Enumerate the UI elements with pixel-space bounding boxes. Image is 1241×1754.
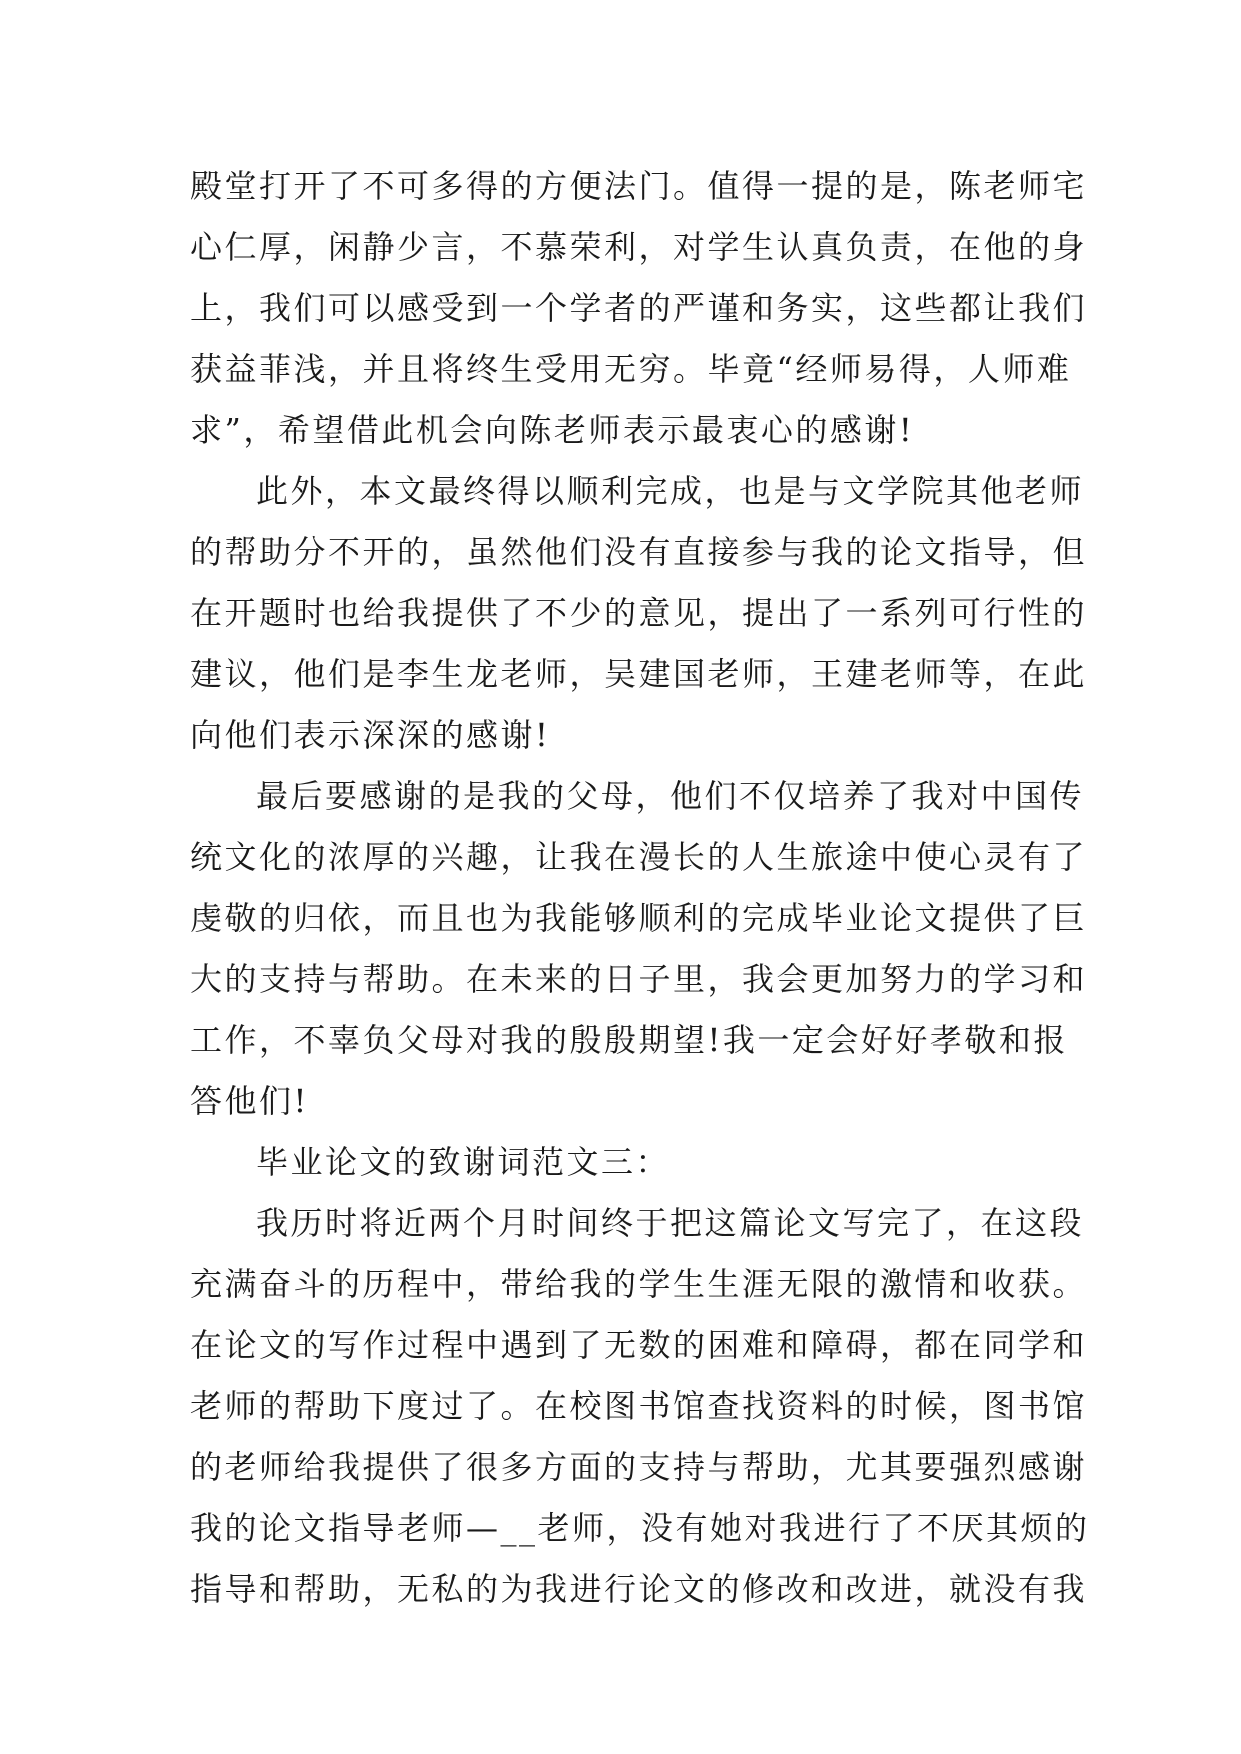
- text-line: 上，我们可以感受到一个学者的严谨和务实，这些都让我们: [190, 289, 1088, 327]
- text-line: 的帮助分不开的，虽然他们没有直接参与我的论文指导，但: [190, 533, 1088, 571]
- text-line: 答他们!: [190, 1082, 309, 1120]
- section-heading: 毕业论文的致谢词范文三：: [256, 1143, 671, 1181]
- paragraph-start-line: 最后要感谢的是我的父母，他们不仅培养了我对中国传: [256, 777, 1085, 815]
- text-line: 获益菲浅，并且将终生受用无穷。毕竟“经师易得，人师难: [190, 350, 1072, 388]
- text-line: 我的论文指导老师—__老师，没有她对我进行了不厌其烦的: [190, 1509, 1090, 1547]
- text-line: 在论文的写作过程中遇到了无数的困难和障碍，都在同学和: [190, 1326, 1088, 1364]
- paragraph-start-line: 我历时将近两个月时间终于把这篇论文写完了，在这段: [256, 1204, 1085, 1242]
- text-line: 心仁厚，闲静少言，不慕荣利，对学生认真负责，在他的身: [190, 228, 1088, 266]
- text-line: 殿堂打开了不可多得的方便法门。值得一提的是，陈老师宅: [190, 167, 1088, 205]
- paragraph-start-line: 此外，本文最终得以顺利完成，也是与文学院其他老师: [256, 472, 1085, 510]
- text-line: 指导和帮助，无私的为我进行论文的修改和改进，就没有我: [190, 1570, 1088, 1608]
- text-line: 的老师给我提供了很多方面的支持与帮助，尤其要强烈感谢: [190, 1448, 1088, 1486]
- text-line: 在开题时也给我提供了不少的意见，提出了一系列可行性的: [190, 594, 1088, 632]
- text-line: 工作，不辜负父母对我的殷殷期望!我一定会好好孝敬和报: [190, 1021, 1068, 1059]
- text-line: 充满奋斗的历程中，带给我的学生生涯无限的激情和收获。: [190, 1265, 1088, 1303]
- text-line: 虔敬的归依，而且也为我能够顺利的完成毕业论文提供了巨: [190, 899, 1088, 937]
- text-line: 大的支持与帮助。在未来的日子里，我会更加努力的学习和: [190, 960, 1088, 998]
- text-line: 建议，他们是李生龙老师，吴建国老师，王建老师等，在此: [190, 655, 1088, 693]
- text-line: 统文化的浓厚的兴趣，让我在漫长的人生旅途中使心灵有了: [190, 838, 1088, 876]
- text-line: 向他们表示深深的感谢!: [190, 716, 551, 754]
- text-line: 求”，希望借此机会向陈老师表示最衷心的感谢!: [190, 411, 915, 449]
- body-text: [190, 156, 1090, 1620]
- text-line: 老师的帮助下度过了。在校图书馆查找资料的时候，图书馆: [190, 1387, 1088, 1425]
